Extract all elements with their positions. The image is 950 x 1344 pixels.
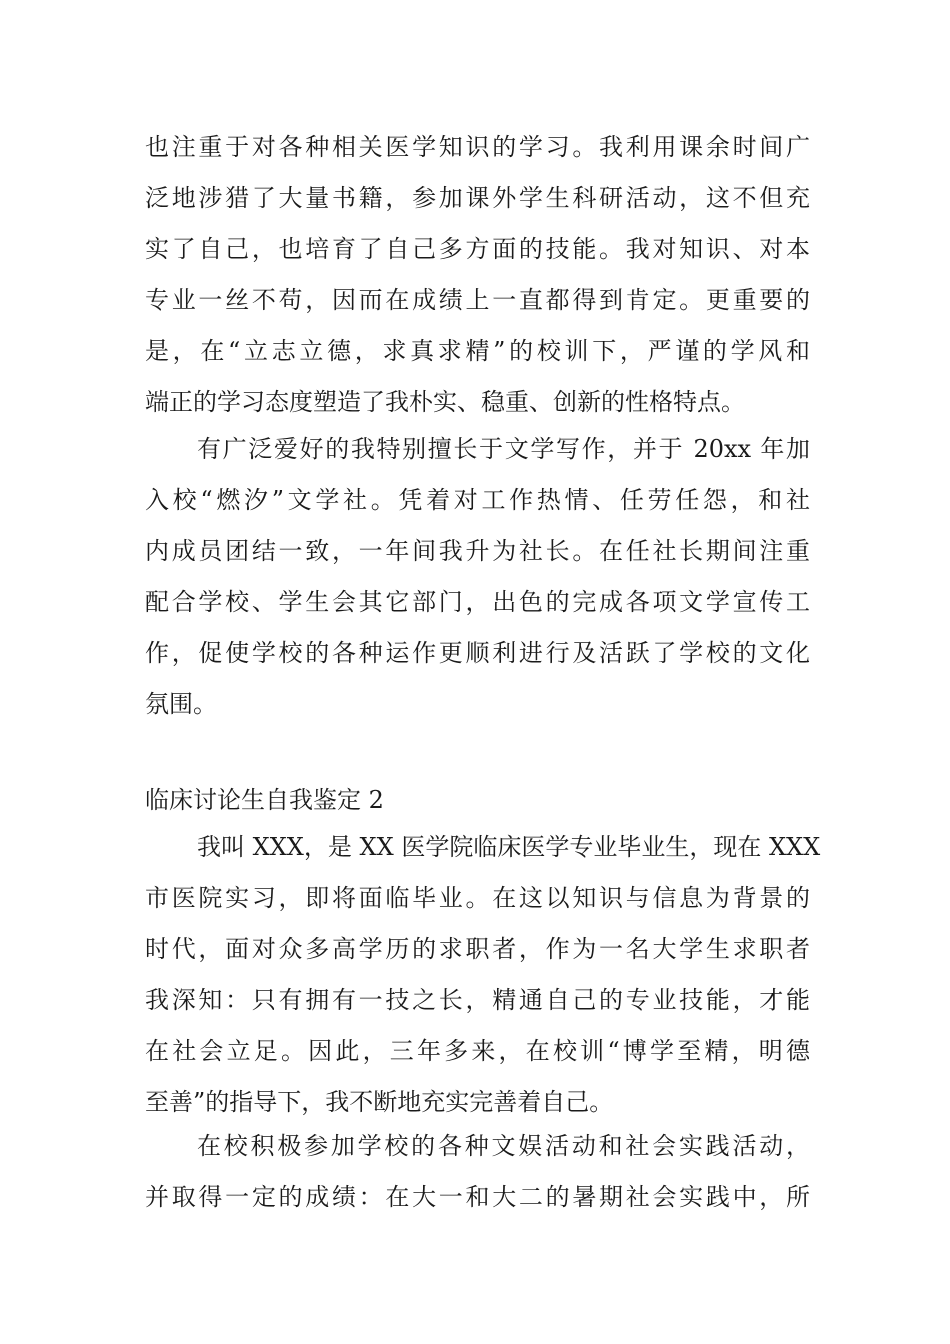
- paragraph-2: [145, 424, 810, 730]
- text-line: 配合学校、学生会其它部门，出色的完成各项文学宣传工: [145, 588, 810, 616]
- section-paragraph-2: [145, 1121, 810, 1223]
- section-paragraph-1: [145, 822, 821, 1128]
- text-line: 在社会立足。因此，三年多来，在校训“博学至精，明德: [145, 1037, 810, 1065]
- text-line: 泛地涉猎了大量书籍，参加课外学生科研活动，这不但充: [145, 184, 810, 212]
- text-line: 我深知：只有拥有一技之长，精通自己的专业技能，才能: [145, 986, 810, 1014]
- text-line: 时代，面对众多高学历的求职者，作为一名大学生求职者: [145, 935, 810, 963]
- text-line: 在校积极参加学校的各种文娱活动和社会实践活动，: [197, 1132, 810, 1160]
- paragraph-1: [145, 122, 810, 428]
- section-heading: 临床讨论生自我鉴定 2: [145, 786, 384, 814]
- text-line: 专业一丝不苟，因而在成绩上一直都得到肯定。更重要的: [145, 286, 810, 314]
- text-line: 实了自己，也培育了自己多方面的技能。我对知识、对本: [145, 235, 810, 263]
- text-line: 端正的学习态度塑造了我朴实、稳重、创新的性格特点。: [145, 388, 745, 416]
- text-line: 至善”的指导下，我不断地充实完善着自己。: [145, 1088, 614, 1116]
- text-line: 作，促使学校的各种运作更顺利进行及活跃了学校的文化: [145, 639, 810, 667]
- text-line: 是，在“立志立德，求真求精”的校训下，严谨的学风和: [145, 337, 810, 365]
- text-line: 并取得一定的成绩：在大一和大二的暑期社会实践中，所: [145, 1183, 810, 1211]
- text-line: 我叫 XXX，是 XX 医学院临床医学专业毕业生，现在 XXX: [197, 833, 821, 861]
- text-line: 入校“燃汐”文学社。凭着对工作热情、任劳任怨，和社: [145, 486, 810, 514]
- text-line: 氛围。: [145, 690, 217, 718]
- text-line: 内成员团结一致，一年间我升为社长。在任社长期间注重: [145, 537, 810, 565]
- text-line: 有广泛爱好的我特别擅长于文学写作，并于 20xx 年加: [197, 435, 810, 463]
- text-line: 市医院实习，即将面临毕业。在这以知识与信息为背景的: [145, 884, 810, 912]
- text-line: 也注重于对各种相关医学知识的学习。我利用课余时间广: [145, 133, 810, 161]
